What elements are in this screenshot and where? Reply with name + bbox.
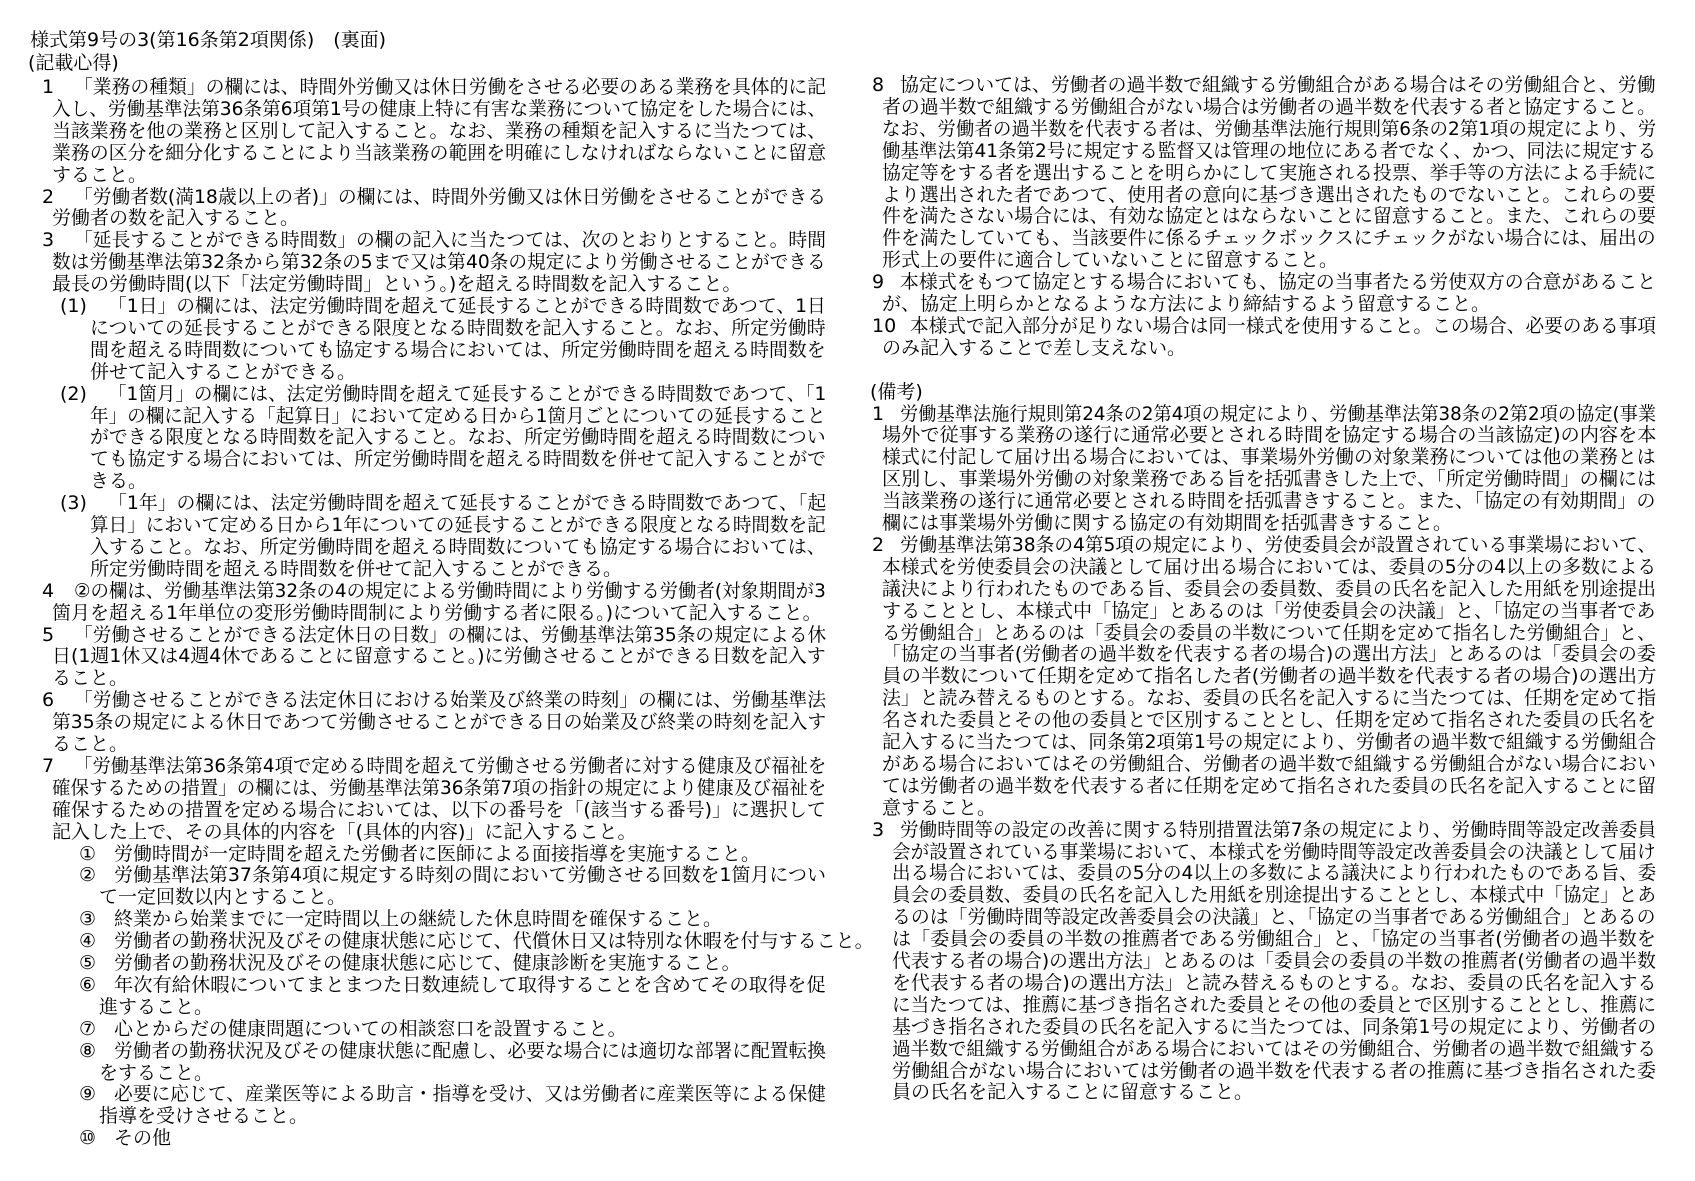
note-item-line: 「協定の当事者(労働者の過半数を代表する者の場合)の選出方法」とあるのは「委員会の委 [882,643,1656,666]
instruction-subitem-number: (3) [60,492,87,515]
instruction-subitem-line: ができる限度となる時間数を記入すること。なお、所定労働時間を超える時間数につい [90,426,826,449]
welfare-measure-number: ④ [79,930,97,953]
welfare-measure-line: 労働基準法第37条第4項に規定する時刻の間において労働させる回数を1箇月につい [114,864,826,887]
welfare-measure-line: て一定回数以内とすること。 [99,886,347,909]
note-item-number: 3 [872,818,885,841]
instruction-item-line: のみ記入することで差し支えない。 [882,336,1187,359]
instruction-subitem-line: 併せて記入することができる。 [90,360,357,383]
note-item-line: ては労働者の過半数を代表する者に任期を定めて指名された委員の氏名を記入することに留 [882,774,1657,797]
instruction-item-line: 者の過半数で組織する労働組合がない場合は労働者の過半数を代表する者と協定すること。 [882,95,1657,118]
note-item-line: することとし、本様式中「協定」とあるのは「労使委員会の決議」と、「協定の当事者であ [882,599,1656,622]
instruction-item-number: 2 [42,185,55,208]
note-item-line: 場外で従事する業務の遂行に通常必要とされる時間を協定する場合の当該協定)の内容を本 [882,424,1657,447]
instruction-item-number: 6 [42,689,55,712]
note-item-line: 労働基準法施行規則第24条の2第4項の規定により、労働基準法第38条の2第2項の協定(事業 [900,402,1657,425]
instruction-item-line: 第35条の規定による休日であつて労働させることができる日の始業及び終業の時刻を記入す [52,711,827,734]
instruction-item-line: 最長の労働時間(以下「法定労働時間」という。)を超える時間数を記入すること。 [52,273,742,296]
instruction-item-number: 1 [42,76,55,98]
instruction-item-line: 形式上の要件に適合していないことに留意すること。 [882,249,1339,272]
instruction-subitem-line: 年」の欄に記入する「起算日」において定める日から1箇月ごとについての延長すること [90,404,826,427]
instruction-item-number: 4 [42,579,55,602]
instruction-item-line: 「労働させることができる法定休日における始業及び終業の時刻」の欄には、労働基準法 [74,689,827,712]
instruction-item-line: 箇月を超える1年単位の変形労働時間制により労働する者に限る。)について記入すること。 [52,601,822,624]
instruction-item-line: 件を満たさない場合には、有効な協定とはならないことに留意すること。また、これらの要 [882,205,1657,228]
welfare-measure-number: ⑦ [79,1017,97,1040]
instruction-item-line: 協定については、労働者の過半数で組織する労働組合がある場合はその労働組合と、労働 [900,74,1656,96]
note-item-line: 当該業務の遂行に通常必要とされる時間を括弧書きすること。また、「協定の有効期間」の [882,490,1656,513]
section-heading-notes: (備考) [870,380,923,403]
instruction-item-line: 確保するための措置を定める場合においては、以下の番号を「(該当する番号)」に選択して [52,798,826,821]
note-item-line: 会が設置されている事業場において、本様式を労働時間等設定改善委員会の決議として届け [892,840,1656,863]
note-item-line: 労働基準法第38条の4第5項の規定により、労使委員会が設置されている事業場において、 [900,533,1656,556]
note-item-number: 2 [872,533,885,556]
note-item-line: 意すること。 [882,796,997,819]
note-item-line: を代表する者の場合)の選出方法」と読み替えるものとする。なお、委員の氏名を記入する [892,971,1657,994]
instruction-item-line: 数は労働基準法第32条から第32条の5まで又は第40条の規定により労働させることができる [52,251,826,274]
instruction-item-line: ること。 [52,667,129,690]
note-item-line: 基づき指名された委員の氏名を記入するに当たつては、同条第1号の規定により、労働者の [892,1015,1657,1038]
instruction-item-line: 労働者の数を記入すること。 [52,207,300,230]
note-item-line: 区別し、事業場外労働の対象業務である旨を括弧書きした上で、「所定労働時間」の欄には [882,468,1657,491]
instruction-item-line: 本様式をもつて協定とする場合においても、協定の当事者たる労使双方の合意があること [900,271,1657,294]
instruction-item-line: 件を満たしていても、当該要件に係るチェックボックスにチェックがない場合には、届出の [882,227,1656,250]
note-item-line: 様式に付記して届け出る場合においては、事業場外労働の対象業務については他の業務とは [882,446,1656,469]
instruction-item-line: 「労働させることができる法定休日の日数」の欄には、労働基準法第35条の規定による休 [74,623,827,646]
welfare-measure-line: をすること。 [99,1061,214,1084]
instruction-subitem-line: 算日」において定める日から1年についての延長することができる限度となる時間数を記 [90,514,826,536]
section-heading-instructions: (記載心得) [28,52,119,74]
instruction-subitem-line: ても協定する場合においては、所定労働時間を超える時間数を併せて記入することがで [90,448,827,471]
note-item-line: 過半数で組織する労働組合がある場合においてはその労働組合、労働者の過半数で組織する [892,1037,1657,1060]
instruction-item-line: 確保するための措置」の欄には、労働基準法第36条第7項の指針の規定により健康及び福祉を [52,776,827,799]
welfare-measure-number: ⑤ [79,952,97,974]
note-item-line: 議決により行われたものである旨、委員会の委員数、委員の氏名を記入した用紙を別途提出 [882,577,1657,600]
welfare-measure-line: 労働者の勤務状況及びその健康状態に応じて、代償休日又は特別な休暇を付与すること。 [114,930,874,953]
instruction-subitem-number: (1) [60,295,87,317]
note-item-line: に当たつては、推薦に基づき指名された委員とその他の委員とで区別することとし、推薦に [892,993,1657,1016]
instruction-subitem-line: 「1箇月」の欄には、法定労働時間を超えて延長することができる時間数であつて、「1 [108,382,827,405]
instruction-subitem-line: 「1年」の欄には、法定労働時間を超えて延長することができる時間数であつて、「起 [108,492,827,515]
welfare-measure-number: ⑩ [79,1127,97,1150]
note-item-line: がある場合においてはその労働組合、労働者の過半数で組織する労働組合がない場合におい [882,752,1657,775]
instruction-subitem-number: (2) [60,382,87,405]
welfare-measure-line: その他 [114,1127,172,1150]
instruction-item-line: 記入した上で、その具体的内容を「(具体的内容)」に記入すること。 [52,820,637,843]
note-item-line: 欄には事業場外労働に関する協定の有効期間を括弧書きすること。 [882,512,1453,534]
welfare-measure-number: ⑨ [79,1083,97,1106]
note-item-line: 員会の委員数、委員の氏名を記入した用紙を別途提出することとし、本様式中「協定」とあ [892,884,1657,907]
welfare-measure-number: ② [79,864,97,887]
instruction-item-line: 「延長することができる時間数」の欄の記入に当たつては、次のとおりとすること。時間 [74,229,827,252]
instruction-item-number: 5 [42,623,55,646]
instruction-subitem-line: についての延長することができる限度となる時間数を記入すること。なお、所定労働時 [90,316,826,339]
instruction-item-line: 当該業務を他の業務と区別して記入すること。なお、業務の種類を記入するに当たつては、 [52,119,827,142]
note-item-line: 員の半数について任期を定めて指名した者(労働者の過半数を代表する者の場合)の選出方 [882,665,1657,688]
welfare-measure-line: 労働時間が一定時間を超えた労働者に医師による面接指導を実施すること。 [114,842,761,865]
welfare-measure-line: 終業から始業までに一定時間以上の継続した休息時間を確保すること。 [114,908,723,931]
welfare-measure-number: ⑥ [79,973,97,996]
welfare-measure-line: 年次有給休暇についてまとまつた日数連続して取得することを含めてその取得を促 [114,973,826,996]
instruction-subitem-line: 間を超える時間数についても協定する場合においては、所定労働時間を超える時間数を [90,338,826,361]
welfare-measure-line: 労働者の勤務状況及びその健康状態に配慮し、必要な場合には適切な部署に配置転換 [114,1039,827,1062]
note-item-line: 員の氏名を記入することに留意すること。 [892,1081,1254,1104]
instruction-item-line: ②の欄は、労働基準法第32条の4の規定による労働時間により労働する労働者(対象期間が3 [74,579,826,602]
note-item-line: る労働組合」とあるのは「委員会の委員の半数について任期を定めて指名した労働組合」と、 [882,621,1656,644]
note-item-line: 労働時間等の設定の改善に関する特別措置法第7条の規定により、労働時間等設定改善委員 [900,818,1657,841]
instruction-item-line: ること。 [52,733,129,755]
note-item-number: 1 [872,402,885,425]
instruction-item-line: より選出された者であつて、使用者の意向に基づき選出されたものでないこと。これらの要 [882,183,1656,206]
instruction-item-number: 10 [872,314,897,337]
welfare-measure-line: 指導を受けさせること。 [99,1105,309,1128]
instruction-item-line: 「業務の種類」の欄には、時間外労働又は休日労働をさせる必要のある業務を具体的に記 [74,76,827,98]
note-item-line: は「委員会の委員の半数の推薦者である労働組合」と、「協定の当事者(労働者の過半数を [892,928,1656,951]
page-title: 様式第9号の3(第16条第2項関係) (裏面) [30,29,387,51]
instruction-subitem-line: 「1日」の欄には、法定労働時間を超えて延長することができる時間数であつて、1日 [108,295,826,317]
note-item-line: 記入するに当たつては、同条第2項第1号の規定により、労働者の過半数で組織する労働組合 [882,731,1657,753]
instruction-subitem-line: きる。 [90,470,148,493]
instruction-item-line: 働基準法第41条第2号に規定する監督又は管理の地位にある者でなく、かつ、同法に規定する [882,139,1657,162]
instruction-item-line: 本様式で記入部分が足りない場合は同一様式を使用すること。この場合、必要のある事項 [910,314,1657,337]
instruction-item-line: なお、労働者の過半数を代表する者は、労働基準法施行規則第6条の2第1項の規定により、労 [882,117,1657,140]
welfare-measure-line: 心とからだの健康問題についての相談窓口を設置すること。 [114,1017,627,1040]
note-item-line: 名された委員とその他の委員とで区別することとし、任期を定めて指名された委員の氏名を [882,709,1657,732]
instruction-item-number: 7 [42,754,55,777]
note-item-line: 本様式を労使委員会の決議として届け出る場合においては、委員の5分の4以上の多数による [882,555,1657,578]
welfare-measure-number: ③ [79,908,97,931]
instruction-item-line: すること。 [52,163,148,186]
instruction-subitem-line: 所定労働時間を超える時間数を併せて記入することができる。 [90,557,623,580]
instruction-item-number: 3 [42,229,55,252]
welfare-measure-line: 進すること。 [99,995,214,1018]
note-item-line: 出る場合においては、委員の5分の4以上の多数による議決により行われたものである旨、委 [892,862,1657,885]
welfare-measure-line: 労働者の勤務状況及びその健康状態に応じて、健康診断を実施すること。 [114,952,741,974]
note-item-line: 法」と読み替えるものとする。なお、委員の氏名を記入するに当たつては、任期を定めて指 [882,687,1657,710]
instruction-item-number: 9 [872,271,885,294]
instruction-item-number: 8 [872,74,885,96]
welfare-measure-number: ⑧ [79,1039,97,1062]
welfare-measure-line: 必要に応じて、産業医等による助言・指導を受け、又は労働者に産業医等による保健 [114,1083,826,1106]
instruction-item-line: 協定等をする者を選出することを明らかにして実施される投票、挙手等の方法による手続に [882,161,1657,184]
welfare-measure-number: ① [79,842,97,865]
instruction-item-line: 「労働基準法第36条第4項で定める時間を超えて労働させる労働者に対する健康及び福祉を [74,754,827,777]
instruction-item-line: 入し、労働基準法第36条第6項第1号の健康上特に有害な業務について協定をした場合には、 [52,97,826,120]
instruction-item-line: 日(1週1休又は4週4休であることに留意すること。)に労働させることができる日数を記入す [52,645,826,668]
instruction-subitem-line: 入すること。なお、所定労働時間を超える時間数についても協定する場合においては、 [90,535,826,558]
instruction-item-line: 業務の区分を細分化することにより当該業務の範囲を明確にしなければならないことに留意 [52,141,827,164]
instruction-item-line: 「労働者数(満18歳以上の者)」の欄には、時間外労働又は休日労働をさせることができる [74,185,827,208]
note-item-line: るのは「労働時間等設定改善委員会の決議」と、「協定の当事者である労働組合」とあるの [892,906,1656,929]
note-item-line: 代表する者の場合)の選出方法」とあるのは「委員会の委員の半数の推薦者(労働者の過半数 [892,950,1656,972]
note-item-line: 労働組合がない場合においては労働者の過半数を代表する者の推薦に基づき指名された委 [892,1059,1657,1082]
instruction-item-line: が、協定上明らかとなるような方法により締結するよう留意すること。 [882,293,1491,315]
